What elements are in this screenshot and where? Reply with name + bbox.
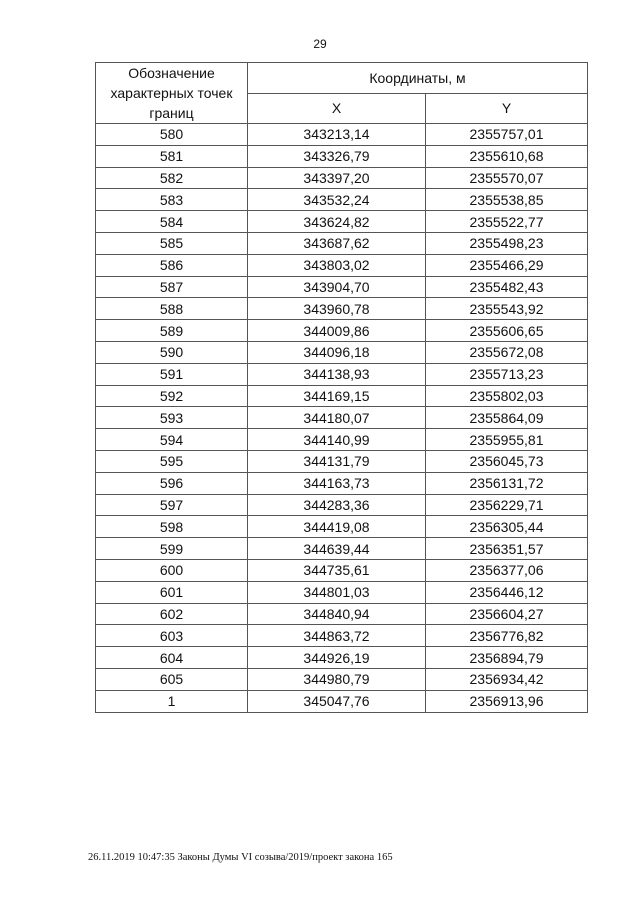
table-row — [96, 232, 588, 254]
cell-y: 2355802,03 — [426, 385, 588, 407]
table-row — [96, 625, 588, 647]
cell-x: 344926,19 — [248, 647, 426, 669]
cell-point: 589 — [96, 320, 248, 342]
cell-point: 581 — [96, 145, 248, 167]
cell-y: 2355955,81 — [426, 429, 588, 451]
cell-x: 344131,79 — [248, 450, 426, 472]
cell-y: 2356351,57 — [426, 538, 588, 560]
cell-point: 588 — [96, 298, 248, 320]
cell-x: 344419,08 — [248, 516, 426, 538]
cell-x: 344140,99 — [248, 429, 426, 451]
cell-x: 344840,94 — [248, 603, 426, 625]
cell-point: 598 — [96, 516, 248, 538]
cell-y: 2356377,06 — [426, 559, 588, 581]
cell-point: 592 — [96, 385, 248, 407]
cell-x: 343532,24 — [248, 189, 426, 211]
table-row — [96, 538, 588, 560]
cell-y: 2355864,09 — [426, 407, 588, 429]
cell-point: 584 — [96, 211, 248, 233]
cell-x: 344009,86 — [248, 320, 426, 342]
cell-x: 343904,70 — [248, 276, 426, 298]
cell-y: 2356776,82 — [426, 625, 588, 647]
table-row — [96, 472, 588, 494]
table-row — [96, 254, 588, 276]
table-row — [96, 647, 588, 669]
header-y: Y — [426, 93, 588, 124]
cell-point: 583 — [96, 189, 248, 211]
cell-x: 343397,20 — [248, 167, 426, 189]
cell-point: 585 — [96, 232, 248, 254]
cell-x: 343326,79 — [248, 145, 426, 167]
table-row — [96, 668, 588, 690]
cell-x: 344980,79 — [248, 668, 426, 690]
cell-x: 344639,44 — [248, 538, 426, 560]
table-row — [96, 167, 588, 189]
cell-y: 2355713,23 — [426, 363, 588, 385]
cell-x: 344180,07 — [248, 407, 426, 429]
table-row — [96, 494, 588, 516]
table-row — [96, 211, 588, 233]
cell-y: 2355672,08 — [426, 341, 588, 363]
table-row — [96, 516, 588, 538]
cell-y: 2355482,43 — [426, 276, 588, 298]
table-row — [96, 385, 588, 407]
header-x: X — [248, 93, 426, 124]
page-number: 29 — [313, 37, 327, 51]
cell-point: 597 — [96, 494, 248, 516]
cell-y: 2356305,44 — [426, 516, 588, 538]
cell-y: 2356894,79 — [426, 647, 588, 669]
cell-y: 2355538,85 — [426, 189, 588, 211]
header-point-designation: Обозначение характерных точек границ — [96, 63, 248, 124]
cell-y: 2356446,12 — [426, 581, 588, 603]
cell-point: 601 — [96, 581, 248, 603]
cell-point: 1 — [96, 690, 248, 712]
cell-point: 594 — [96, 429, 248, 451]
cell-point: 580 — [96, 124, 248, 146]
cell-point: 599 — [96, 538, 248, 560]
footer-stamp: 26.11.2019 10:47:35 Законы Думы VI созыва/2019/проект закона 165 — [88, 852, 393, 863]
cell-x: 343687,62 — [248, 232, 426, 254]
cell-point: 603 — [96, 625, 248, 647]
table-row — [96, 189, 588, 211]
cell-x: 345047,76 — [248, 690, 426, 712]
cell-point: 602 — [96, 603, 248, 625]
table-row — [96, 298, 588, 320]
cell-y: 2356045,73 — [426, 450, 588, 472]
cell-x: 343803,02 — [248, 254, 426, 276]
table-row — [96, 450, 588, 472]
cell-point: 591 — [96, 363, 248, 385]
cell-y: 2356131,72 — [426, 472, 588, 494]
cell-point: 600 — [96, 559, 248, 581]
table-row — [96, 581, 588, 603]
cell-point: 582 — [96, 167, 248, 189]
table-header — [96, 63, 588, 124]
table-row — [96, 407, 588, 429]
cell-y: 2356934,42 — [426, 668, 588, 690]
cell-x: 344096,18 — [248, 341, 426, 363]
table-row — [96, 341, 588, 363]
cell-y: 2356229,71 — [426, 494, 588, 516]
cell-point: 595 — [96, 450, 248, 472]
cell-y: 2355606,65 — [426, 320, 588, 342]
cell-y: 2355498,23 — [426, 232, 588, 254]
cell-point: 586 — [96, 254, 248, 276]
cell-point: 604 — [96, 647, 248, 669]
cell-x: 344735,61 — [248, 559, 426, 581]
coordinates-table — [95, 62, 588, 713]
cell-x: 344801,03 — [248, 581, 426, 603]
cell-x: 344169,15 — [248, 385, 426, 407]
table-row — [96, 124, 588, 146]
table-body — [96, 124, 588, 713]
table-row — [96, 603, 588, 625]
cell-point: 593 — [96, 407, 248, 429]
cell-y: 2355466,29 — [426, 254, 588, 276]
cell-x: 344138,93 — [248, 363, 426, 385]
cell-point: 587 — [96, 276, 248, 298]
cell-point: 596 — [96, 472, 248, 494]
table-row — [96, 363, 588, 385]
table-row — [96, 690, 588, 712]
cell-x: 344283,36 — [248, 494, 426, 516]
cell-y: 2355757,01 — [426, 124, 588, 146]
table-row — [96, 320, 588, 342]
cell-y: 2355570,07 — [426, 167, 588, 189]
table-row — [96, 429, 588, 451]
cell-y: 2356913,96 — [426, 690, 588, 712]
cell-point: 605 — [96, 668, 248, 690]
cell-y: 2355610,68 — [426, 145, 588, 167]
cell-y: 2355543,92 — [426, 298, 588, 320]
cell-y: 2355522,77 — [426, 211, 588, 233]
cell-x: 344163,73 — [248, 472, 426, 494]
cell-point: 590 — [96, 341, 248, 363]
cell-x: 343624,82 — [248, 211, 426, 233]
header-coordinates: Координаты, м — [248, 63, 588, 94]
table-row — [96, 559, 588, 581]
cell-x: 343213,14 — [248, 124, 426, 146]
cell-x: 343960,78 — [248, 298, 426, 320]
table-row — [96, 276, 588, 298]
cell-y: 2356604,27 — [426, 603, 588, 625]
cell-x: 344863,72 — [248, 625, 426, 647]
table-row — [96, 145, 588, 167]
